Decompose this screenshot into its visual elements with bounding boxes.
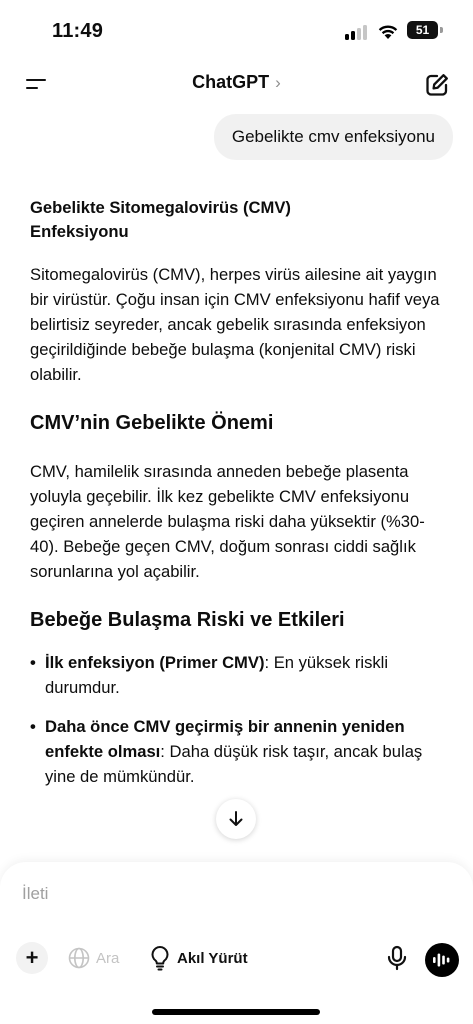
list-item-text: : Daha düşük risk taşır, ancak bulaş yine de mümkündür.: [45, 742, 423, 786]
message-input[interactable]: İleti: [22, 884, 49, 903]
list-item-bold: İlk enfeksiyon (Primer CMV): [45, 653, 265, 672]
arrow-down-icon: [228, 810, 244, 828]
battery-cap: [440, 27, 443, 33]
list-item: [30, 650, 450, 700]
intro-paragraph: Sitomegalovirüs (CMV), herpes virüs ailesine ait yaygın bir virüstür. Çoğu insan için CMV enfeksiyonu hafif veya belirtisiz seyreder, ancak gebelik sırasında enfeksiyon geçirildiğinde bebeğe bulaşma (konjenital CMV) riski olabilir.: [30, 265, 440, 384]
microphone-icon[interactable]: [384, 944, 410, 972]
risk-list: [30, 650, 450, 789]
chevron-right-icon: ›: [275, 73, 281, 92]
app-title: ChatGPT: [192, 72, 270, 92]
response-heading-line2: Enfeksiyonu: [30, 222, 129, 241]
cellular-signal-icon: [345, 24, 371, 40]
waveform-icon: [432, 952, 452, 968]
list-item: [30, 714, 450, 789]
model-selector[interactable]: [0, 72, 473, 93]
list-item-bold: Daha önce CMV geçirmiş bir annenin yeniden enfekte olması: [45, 717, 405, 761]
reason-button[interactable]: [150, 944, 248, 972]
assistant-message: [30, 196, 450, 789]
response-heading: [30, 196, 450, 244]
home-indicator[interactable]: [152, 1009, 320, 1015]
list-item-text: : En yüksek riskli durumdur.: [45, 653, 389, 697]
search-label: Ara: [96, 949, 120, 967]
scroll-to-bottom-button[interactable]: [216, 799, 256, 839]
battery-level: 51: [415, 23, 430, 37]
section-heading-importance: CMV’nin Gebelikte Önemi: [30, 412, 274, 434]
composer: [0, 862, 473, 1024]
response-heading-line1: Gebelikte Sitomegalovirüs (CMV): [30, 198, 291, 217]
wifi-icon: [377, 22, 399, 40]
status-time: 11:49: [52, 20, 104, 42]
battery-icon: [407, 21, 438, 39]
lightbulb-icon: [150, 945, 170, 971]
status-bar: [0, 0, 473, 62]
reason-label: Akıl Yürüt: [177, 949, 248, 967]
new-chat-icon[interactable]: [423, 71, 451, 99]
globe-icon: [68, 947, 90, 969]
voice-mode-button[interactable]: [425, 943, 459, 977]
importance-paragraph: CMV, hamilelik sırasında anneden bebeğe plasenta yoluyla geçebilir. İlk kez gebelikte CMV enfeksiyonu geçiren annelerde bulaşma riski daha yüksektir (%30-40). Bebeğe geçen CMV, doğum sonrası ciddi sağlık sorunlarına yol açabilir.: [30, 462, 425, 581]
search-button[interactable]: [68, 946, 119, 970]
plus-icon: +: [25, 945, 39, 970]
add-attachment-button[interactable]: [16, 942, 48, 974]
user-message-bubble: Gebelikte cmv enfeksiyonu: [214, 114, 453, 160]
app-header: [0, 62, 473, 108]
section-heading-risk: Bebeğe Bulaşma Riski ve Etkileri: [30, 609, 345, 631]
